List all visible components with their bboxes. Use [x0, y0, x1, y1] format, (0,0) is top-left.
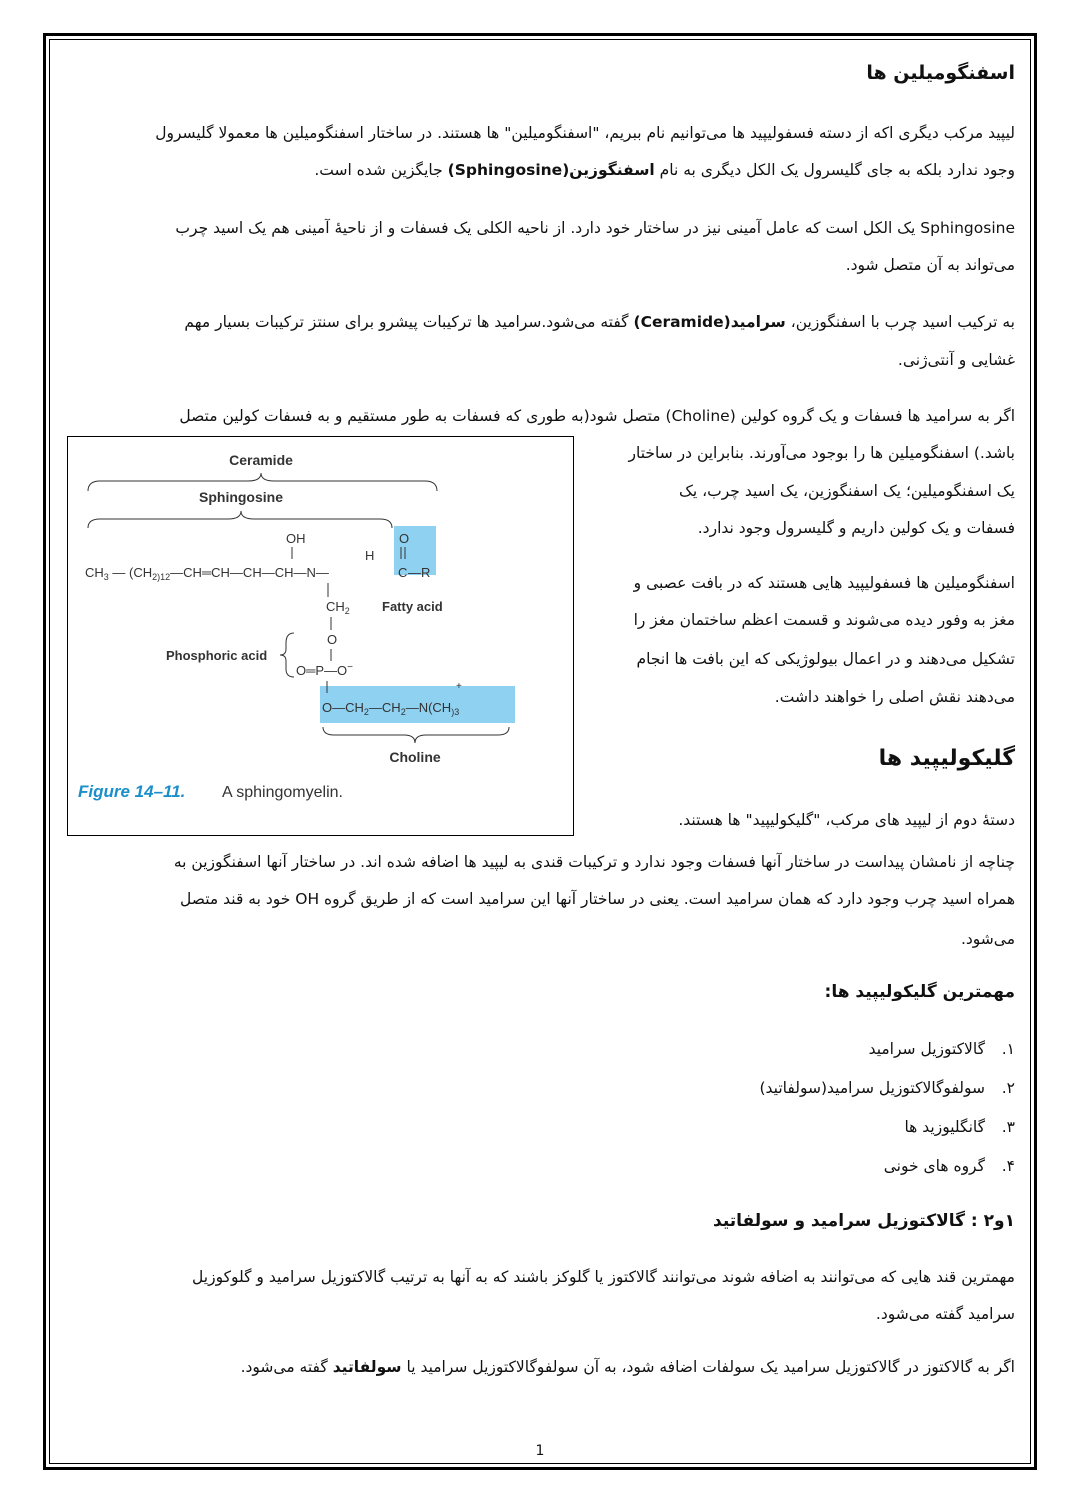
bold-term: اسفنگوزین(Sphingosine): [447, 161, 655, 179]
paragraph-line: فسفات و یک کولین داریم و گلیسرول وجود ندارد.: [697, 519, 1015, 537]
paragraph-line: [184, 313, 1015, 331]
carbonyl-c: C: [398, 565, 408, 580]
choline-brace: [323, 727, 509, 743]
text-run: به ترکیب اسید چرب با اسفنگوزین،: [785, 313, 1015, 331]
text-run: گفته می‌شود.سرامید ها ترکیبات پیشرو برای سنتز ترکیبات بسیار مهم: [184, 313, 634, 331]
paragraph-line: دستهٔ دوم از لیپید های مرکب، "گلیکولیپید" ها هستند.: [678, 811, 1015, 829]
phosphoric-acid-label: Phosphoric acid: [166, 648, 268, 663]
paragraph-line: اگر به سرامید ها فسفات و یک گروه کولین (Choline) متصل شود(به طوری که فسفات به طور مستقیم و به فسفات کولین متصل: [179, 407, 1015, 425]
paragraph-line: Sphingosine یک الکل است که عامل آمینی نیز در ساختار خود دارد. از ناحیه الکلی یک فسفات و از ناحیهٔ آمینی هم یک اسید چرب: [175, 219, 1015, 237]
figure-caption-text: A sphingomyelin.: [222, 784, 343, 801]
page-number: 1: [535, 1443, 545, 1459]
carbonyl-o: O: [399, 531, 410, 546]
o-link: O: [327, 632, 338, 647]
choline-plus: +: [456, 681, 462, 692]
glycolipid-list: [760, 1030, 1016, 1186]
text-run: گفته می‌شود.: [240, 1358, 333, 1376]
h-label: H: [365, 548, 375, 563]
text-run: وجود ندارد بلکه به جای گلیسرول یک الکل دیگری به نام: [654, 161, 1015, 179]
section-title-sphingomyelin: اسفنگومیلین ها: [866, 62, 1015, 84]
figure-caption-number: Figure 14–11.: [78, 782, 186, 801]
choline-line: $O—CH_2—CH_2—N(CH_{)3}$: [322, 700, 460, 717]
sphingosine-label: Sphingosine: [199, 489, 283, 505]
paragraph-line: باشد.) اسفنگومیلین ها را بوجود می‌آورند. بنابراین در ساختار: [628, 444, 1015, 462]
bold-term: سولفاتید: [332, 1358, 402, 1376]
list-item: [760, 1030, 1016, 1069]
ch2-label: $CH_2$: [326, 599, 350, 616]
figure-sphingomyelin: [67, 436, 574, 836]
list-item: [760, 1069, 1016, 1108]
phosphate-line: O═P—O−: [296, 662, 353, 678]
r-group: —R: [408, 565, 431, 580]
paragraph-line: همراه اسید چرب وجود دارد که همان سرامید است. یعنی در ساختار آنها این سرامید است که از طریق گروه OH خود به قند متصل: [180, 890, 1015, 908]
paragraph-line: یک اسفنگومیلین؛ یک اسفنگوزین، یک اسید چرب، یک: [679, 482, 1015, 500]
main-chain: $CH_3$ — $(CH_2)12—CH═CH—CH—CH—N—$: [85, 565, 329, 582]
paragraph-line: تشکیل می‌دهند و در اعمال بیولوژیکی که این بافت ها انجام: [636, 650, 1015, 668]
paragraph-line: مهمترین قند هایی که می‌توانند به اضافه شوند می‌توانند گالاکتوز یا گلوکز باشند که به آنها به ترتیب گالاکتوزیل سرامید و گلوکوزیل: [192, 1268, 1015, 1286]
sphingosine-brace: [88, 511, 392, 528]
list-text: سولفوگالاکتوزیل سرامید(سولفاتید): [759, 1079, 985, 1097]
paragraph-line: می‌تواند به آن متصل شود.: [845, 256, 1015, 274]
paragraph-line: می‌شود.: [960, 930, 1015, 948]
section-title-glycolipids: گلیکولیپید ها: [878, 746, 1015, 771]
fatty-acid-label: Fatty acid: [382, 599, 443, 614]
text-run: جایگزین شده است.: [314, 161, 448, 179]
paragraph-line: [241, 1358, 1015, 1376]
important-glycolipids-title: مهمترین گلیکولیپید ها:: [824, 982, 1015, 1002]
list-item: [760, 1147, 1016, 1186]
paragraph-line: چناچه از نامشان پیداست در ساختار آنها فسفات وجود ندارد و ترکیبات قندی به لیپید ها اضافه شده اند. در ساختار آنها اسفنگوزین به: [173, 853, 1015, 871]
paragraph-line: غشایی و آنتی‌ژنی.: [897, 351, 1015, 369]
paragraph-line: سرامید گفته می‌شود.: [875, 1305, 1015, 1323]
oh-label: OH: [286, 531, 306, 546]
list-text: گروه های خونی: [883, 1157, 985, 1175]
list-text: گانگلیوزید ها: [904, 1118, 985, 1136]
list-number: ۴.: [1001, 1157, 1015, 1175]
bold-term: سرامید(Ceramide): [633, 313, 786, 331]
list-number: ۲.: [1001, 1079, 1015, 1097]
paragraph-line: [314, 161, 1015, 179]
list-text: گالاکتوزیل سرامید: [868, 1040, 985, 1058]
paragraph-line: اسفنگومیلین ها فسفولیپید هایی هستند که در بافت عصبی و: [633, 574, 1015, 592]
paragraph-line: لیپید مرکب دیگری اکه از دسته فسفولیپید ها می‌توانیم نام ببریم، "اسفنگومیلین" ها هستند. در ساختار اسفنگومیلین ها معمولا گلیسرول: [155, 124, 1015, 142]
list-number: ۱.: [1001, 1040, 1015, 1058]
paragraph-line: می‌دهند نقش اصلی را خواهند داشت.: [774, 688, 1015, 706]
list-number: ۳.: [1001, 1118, 1015, 1136]
text-run: اگر به گالاکتوز در گالاکتوزیل سرامید یک سولفات اضافه شود، به آن سولفوگالاکتوزیل سرامید یا: [401, 1358, 1015, 1376]
ceramide-label: Ceramide: [229, 452, 293, 468]
paragraph-line: مغز به وفور دیده می‌شوند و قسمت اعظم ساختمان مغز را: [633, 611, 1015, 629]
list-item: [760, 1108, 1016, 1147]
subsection-title: ۱و۲ : گالاکتوزیل سرامید و سولفاتید: [713, 1211, 1015, 1231]
choline-label: Choline: [389, 749, 441, 765]
phosphoric-brace: [280, 633, 294, 677]
